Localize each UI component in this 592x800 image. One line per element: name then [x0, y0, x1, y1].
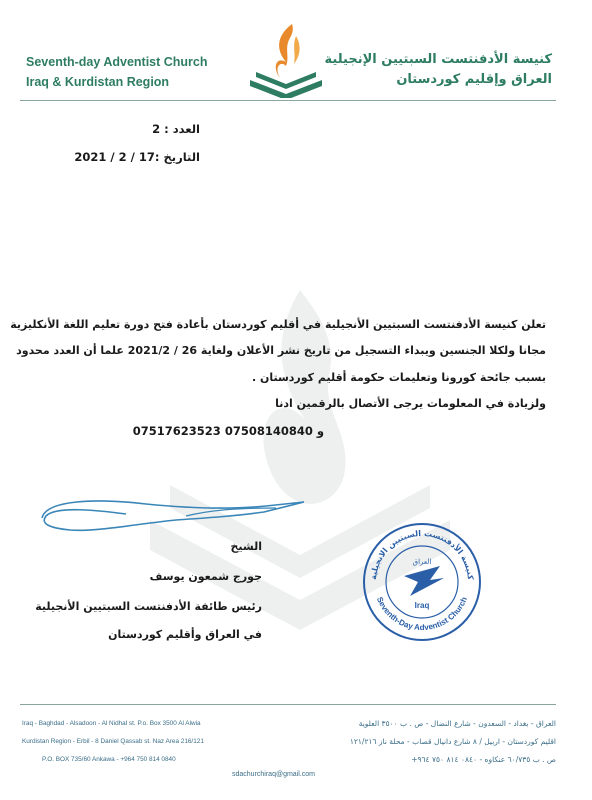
- body-line-1: تعلن كنيسة الأدفنتست السبتيين الأنجيلية في أقليم كوردستان بأعادة فتح دورة تعليم اللغة الأنكليزية: [10, 318, 546, 331]
- church-logo: [246, 22, 326, 98]
- region-name-ar: العراق وإقليم كوردستان: [396, 72, 552, 87]
- stamp-english-text: Seventh-Day Adventist Church: [374, 595, 470, 633]
- footer-address-en-1: Iraq - Baghdad - Alsadoon - Al Nidhal st. P.o. Box 3500 Al Alwia: [22, 720, 201, 727]
- signatory-title: الشيخ: [230, 540, 262, 553]
- body-line-3: بسبب جائحة كورونا وتعليمات حكومة أقليم كوردستان .: [251, 371, 546, 384]
- footer-address-ar-2: اقليم كوردستان - اربيل / ٨ شارع دانيال قصاب - محلة ناز ١٢١/٢١٦: [349, 737, 556, 746]
- document-date: التاريخ :17 / 2 / 2021: [74, 150, 200, 164]
- contact-email[interactable]: sdachurchiraq@gmail.com: [232, 771, 315, 778]
- header-divider: [20, 100, 556, 101]
- footer-address-ar-3: ص . ب ٦٠/٧٣٥ عنكاوه - ٠٨٤٠ ٨١٤ ٧٥٠ ٩٦٤+: [411, 755, 556, 764]
- body-line-4: ولزيادة في المعلومات يرجى الأتصال بالرقمين ادنا: [275, 397, 546, 410]
- footer-address-ar-1: العراق - بغداد - السعدون - شارع النضال - ص . ب ٣٥٠٠ العلوية: [358, 719, 556, 728]
- footer-address-en-3: P.O. BOX 735/60 Ankawa - +964 750 814 0840: [42, 756, 176, 763]
- phone-numbers: 07517623523 و 07508140840: [132, 424, 324, 438]
- document-number: العدد : 2: [152, 122, 200, 136]
- signatory-name: جورج شمعون يوسف: [149, 570, 262, 583]
- letterhead-english: [26, 52, 208, 92]
- stamp-arabic-text: كنيسة الأدفنتست السبتيين الانجيلية: [369, 528, 475, 581]
- letterhead-arabic: [325, 50, 552, 90]
- signatory-region: في العراق وأقليم كوردستان: [108, 628, 262, 641]
- handwritten-signature: [36, 490, 306, 550]
- region-name-en: Iraq & Kurdistan Region: [26, 75, 170, 89]
- church-name-ar: كنيسة الأدفنتست السبتيين الإنجيلية: [324, 52, 552, 67]
- stamp-logo-icon: [404, 566, 444, 596]
- signatory-role: رئيس طائفة الأدفنتست السبتيين الأنجيلية: [35, 600, 262, 613]
- stamp-region-ar: العراق: [412, 558, 432, 566]
- church-name-en: Seventh-day Adventist Church: [26, 55, 208, 69]
- footer-address-en-2: Kurdistan Region - Erbil - 8 Daniel Qassab st. Naz Area 216/121: [22, 738, 204, 745]
- official-stamp: [360, 520, 484, 644]
- stamp-region-en: Iraq: [414, 601, 430, 610]
- body-line-2: مجانا ولكلا الجنسين ويبداء التسجيل من تاريخ نشر الأعلان ولغاية 26 / 2021/2 علما أن العدد محدود: [16, 344, 546, 357]
- footer-divider: [20, 704, 556, 705]
